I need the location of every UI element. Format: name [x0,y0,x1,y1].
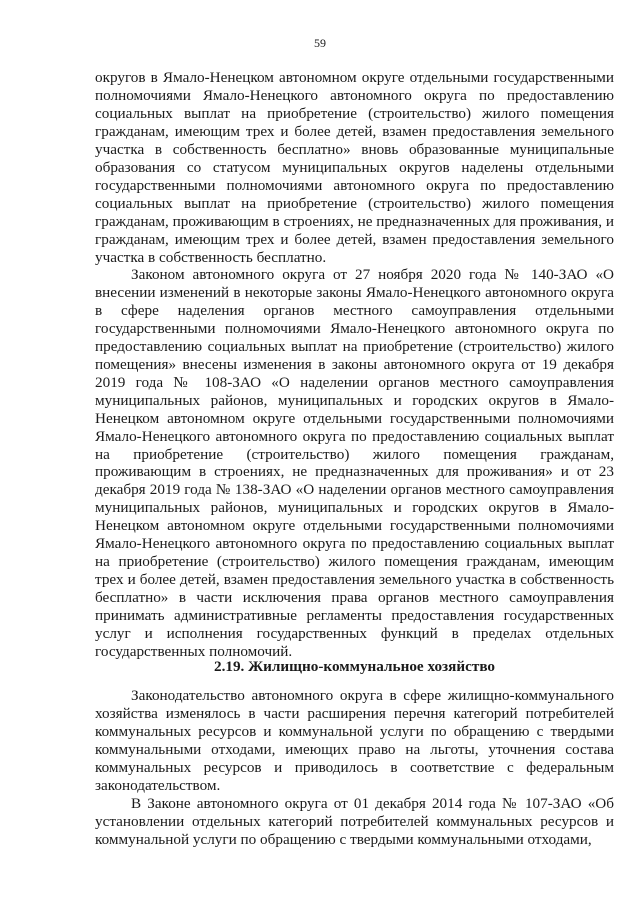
paragraph-law-140-zao: Законом автономного округа от 27 ноября 2020 года № 140-ЗАО «О внесении изменений в некоторые законы Ямало-Ненецкого автономного округа в сфере наделения органов местного самоуправления отдельными государственными полномочиями Ямало-Ненецкого автономного округа по предоставлению социальных выплат на приобретение (строительство) жилого помещения» внесены изменения в законы автономного округа от 19 декабря 2019 года № 108-ЗАО «О наделении органов местного самоуправления муниципальных районов, муниципальных и городских округов в Ямало-Ненецком автономном округе отдельными государственными полномочиями Ямало-Ненецкого автономного округа по предоставлению социальных выплат на приобретение (строительство) жилого помещения гражданам, проживающим в строениях, не предназначенных для проживания» и от 23 декабря 2019 года № 138-ЗАО «О наделении органов местного самоуправления муниципальных районов, муниципальных и городских округов в Ямало-Ненецком автономном округе отдельными государственными полномочиями Ямало-Ненецкого автономного округа по предоставлению социальных выплат на приобретение (строительство) жилого помещения гражданам, имеющим трех и более детей, взамен предоставления земельного участка в собственность бесплатно» в части исключения права органов местного самоуправления принимать административные регламенты предоставления государственных услуг и исполнения государственных функций в пределах отдельных государственных полномочий. [95,266,614,661]
paragraph-housing-legislation: Законодательство автономного округа в сфере жилищно-коммунального хозяйства изменялось в части расширения перечня категорий потребителей коммунальных ресурсов и коммунальной услуги по обращению с твердыми коммунальными отходами, имеющих право на льготы, уточнения состава коммунальных ресурсов и приводилось в соответствие с федеральным законодательством. [95,687,614,794]
paragraph-continuation: округов в Ямало-Ненецком автономном округе отдельными государственными полномочиями Ямало-Ненецкого автономного округа по предоставлению социальных выплат на приобретение (строительство) жилого помещения гражданам, имеющим трех и более детей, взамен предоставления земельного участка в собственность бесплатно» вновь образованные муниципальные образования со статусом муниципальных округов наделены отдельными государственными полномочиями автономного округа по предоставлению социальных выплат на приобретение (строительство) жилого помещения гражданам, проживающим в строениях, не предназначенных для проживания, и гражданам, имеющим трех и более детей, взамен предоставления земельного участка в собственность бесплатно. [95,69,614,266]
page-number: 59 [314,36,326,50]
paragraph-law-107-zao: В Законе автономного округа от 01 декабря 2014 года № 107-ЗАО «Об установлении отдельных категорий потребителей коммунальных ресурсов и коммунальной услуги по обращению с твердыми коммунальными отходами, [95,795,614,848]
section-heading: 2.19. Жилищно-коммунальное хозяйство [213,658,496,675]
